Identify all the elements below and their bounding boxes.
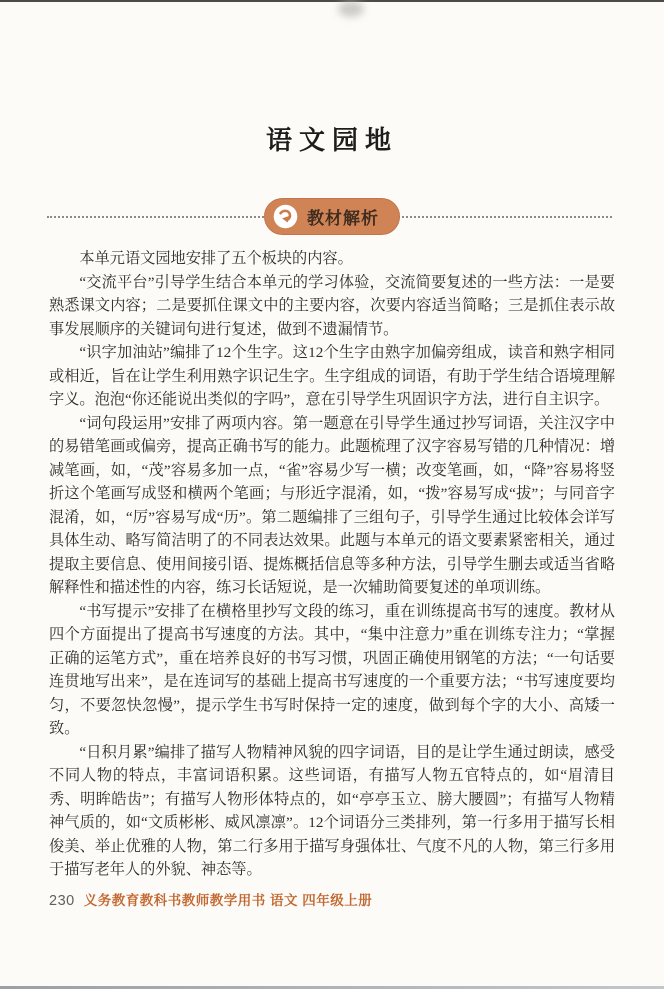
section-header-row [0, 198, 664, 236]
page-footer [49, 889, 615, 909]
body-paragraph: “书写提示”安排了在横格里抄写文段的练习，重在训练提高书写的速度。教材从四个方面提出了提高书写速度的方法。其中，“集中注意力”重在训练专注力；“掌握正确的运笔方式”，重在培养良好的书写习惯，巩固正确使用钢笔的方法；“一句话要连贯地写出来”，是在连词写的基础上提高书写速度的一个重要方法；“书写速度要均匀，不要忽快忽慢”，提示学生书写时保持一定的速度，做到每个字的大小、高矮一致。 [49, 602, 615, 737]
body-paragraph: “识字加油站”编排了12个生字。这12个生字由熟字加偏旁组成，读音和熟字相同或相近，旨在让学生利用熟字识记生字。生字组成的词语，有助于学生结合语境理解字义。泡泡“你还能说出类似的字吗”，意在引导学生巩固识字方法，进行自主识字。 [49, 344, 615, 408]
book-title: 义务教育教科书教师教学用书 语文 四年级上册 [83, 893, 373, 908]
scan-top-edge [0, 0, 664, 2]
body-paragraph: 本单元语文园地安排了五个板块的内容。 [79, 250, 353, 267]
page-title: 语文园地 [265, 126, 398, 156]
section-badge [264, 198, 400, 235]
body-text [49, 247, 615, 882]
body-paragraph: “交流平台”引导学生结合本单元的学习体验，交流简要复述的一些方法：一是要熟悉课文内容；二是要抓住课文中的主要内容，次要内容适当简略；三是抓住表示故事发展顺序的关键词句进行复述，做到不遗漏情节。 [49, 273, 615, 338]
scan-smudge [338, 1, 364, 17]
page-number: 230 [49, 893, 75, 909]
body-paragraph: “日积月累”编排了描写人物精神风貌的四字词语，目的是让学生通过朗读，感受不同人物的特点，丰富词语积累。这些词语，有描写人物五官特点的，如“眉清目秀、明眸皓齿”；有描写人物形体特点的，如“亭亭玉立、膀大腰圆”；有描写人物精神气质的，如“文质彬彬、威风凛凛”。12个词语分三类排列，第一行多用于描写长相俊美、举止优雅的人物，第二行多用于描写身强体壮、气度不凡的人物，第三行多用于描写老年人的外貌、神态等。 [49, 743, 615, 878]
body-paragraph: “词句段运用”安排了两项内容。第一题意在引导学生通过抄写词语，关注汉字中的易错笔画或偏旁，提高正确书写的能力。此题梳理了汉字容易写错的几种情况：增减笔画，如，“茂”容易多加一点，“雀”容易少写一横；改变笔画，如，“降”容易将竖折这个笔画写成竖和横两个笔画；与形近字混淆，如，“拨”容易写成“拔”；与同音字混淆，如，“厉”容易写成“历”。第二题编排了三组句子，引导学生通过比较体会详写具体生动、略写简洁明了的不同表达效果。此题与本单元的语文要素紧密相关，通过提取主要信息、使用间接引语、提炼概括信息等多种方法，引导学生删去或适当省略解释性和描述性的内容，练习长话短说，是一次辅助简要复述的单项训练。 [49, 414, 615, 596]
section-badge-label: 教材解析 [307, 209, 379, 228]
curved-down-arrow-icon [273, 204, 298, 229]
